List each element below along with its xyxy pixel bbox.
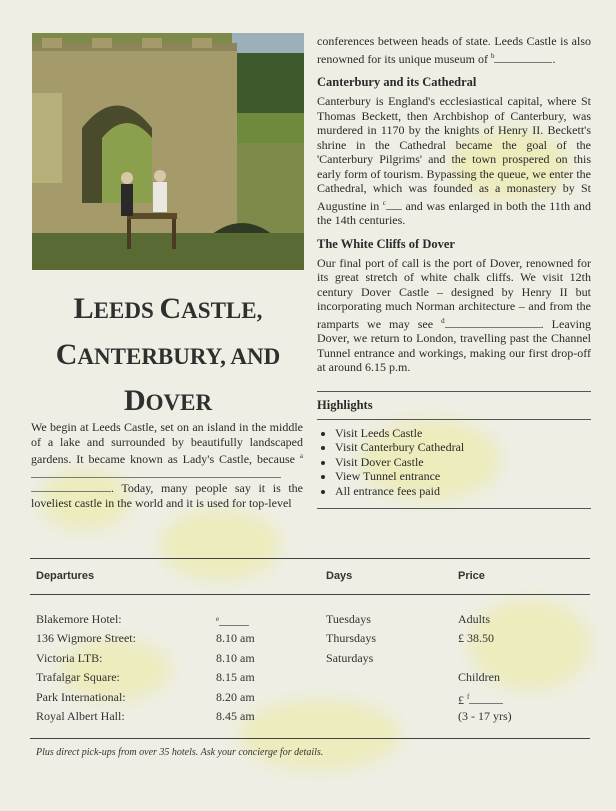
highlights-bottom-rule bbox=[317, 508, 591, 509]
departures-header: Departures bbox=[36, 570, 95, 582]
right-column bbox=[317, 34, 591, 509]
highlights-list bbox=[317, 426, 591, 499]
departure-time: 8.10 am bbox=[216, 651, 255, 665]
price-children-blank[interactable]: £ $^f$ bbox=[458, 690, 503, 707]
canterbury-paragraph: Canterbury is England's ecclesiastical capital, where St Thomas Beckett, then Archbishop of Canterbury, was murdered in 1170 by the knights of Henry II. Beckett's shrine in the Cathedral became the goal of the 'Canterbury Pilgrims' and the town prospered on this early form of tourism. Bypassing the queue, we enter the Cathedral, which was founded as a monastery by St Augustine in $^c$ and was enlarged in both the 11th and the 14th centuries. bbox=[317, 94, 592, 227]
footer-note: Plus direct pick-ups from over 35 hotels. Ask your concierge for details. bbox=[36, 747, 324, 758]
day-thursdays: Thursdays bbox=[326, 631, 376, 645]
gap-marker-c: c bbox=[382, 198, 386, 207]
price-header: Price bbox=[458, 570, 485, 582]
gap-c-blank[interactable] bbox=[386, 209, 402, 210]
canterbury-heading: Canterbury and its Cathedral bbox=[317, 75, 477, 89]
price-adults-label: Adults bbox=[458, 612, 491, 626]
table-bottom-rule bbox=[30, 738, 590, 739]
day-tuesdays: Tuesdays bbox=[326, 612, 371, 626]
departure-place: Park International: bbox=[36, 690, 126, 704]
highlights-divider bbox=[317, 419, 591, 420]
departure-place: Trafalgar Square: bbox=[36, 670, 120, 684]
departure-place: Royal Albert Hall: bbox=[36, 709, 125, 723]
leeds-castle-intro bbox=[31, 420, 303, 510]
dover-heading: The White Cliffs of Dover bbox=[317, 236, 455, 251]
dover-paragraph: Our final port of call is the port of Dover, renowned for its great stretch of white chalk cliffs. We visit 12th century Dover Castle – designed by Henry II but incorporating much Norman architecture – and from the ramparts we may see $^d$ . Leaving Dover, we return to London, travelling past the Channel Tunnel entrance and workings, making our first drop-off at around 6.15 p.m. bbox=[317, 255, 591, 374]
days-header: Days bbox=[326, 570, 353, 582]
gap-d-blank[interactable] bbox=[445, 327, 541, 328]
paper-stain bbox=[160, 510, 280, 580]
departure-time-blank[interactable]: e bbox=[216, 612, 249, 629]
table-header-rule bbox=[30, 594, 590, 595]
departure-time: 8.20 am bbox=[216, 690, 255, 704]
departure-time: 8.15 am bbox=[216, 670, 255, 684]
gap-b-blank[interactable] bbox=[494, 62, 552, 63]
castle-photo-illustration bbox=[32, 33, 304, 270]
leeds-paragraph: We begin at Leeds Castle, set on an island in the middle of a lake and surrounded by beautifully landscaped gardens. It became known as Lady's Castle, because $^a$ . Today, many people say it is the loveliest castle in the world and it is used for top-level bbox=[31, 420, 304, 510]
gap-a-blank[interactable] bbox=[31, 491, 111, 492]
paper-stain bbox=[240, 700, 400, 770]
price-children-label: Children bbox=[458, 670, 500, 684]
departure-place: Victoria LTB: bbox=[36, 651, 103, 665]
departure-time: 8.45 am bbox=[216, 709, 255, 723]
price-adults-value: £ 38.50 bbox=[458, 631, 494, 645]
leeds-paragraph-continued: conferences between heads of state. Leeds Castle is also renowned for its unique museum of $^b$ . bbox=[317, 34, 591, 66]
departure-place: Blakemore Hotel: bbox=[36, 612, 122, 626]
highlight-item: • Visit Canterbury Cathedral bbox=[335, 440, 591, 455]
gap-marker-b: b bbox=[490, 51, 495, 60]
table-top-rule bbox=[30, 558, 590, 559]
highlight-item: • Visit Dover Castle bbox=[335, 455, 591, 470]
day-saturdays: Saturdays bbox=[326, 651, 374, 665]
highlight-item: • View Tunnel entrance bbox=[335, 469, 591, 484]
price-children-ages: (3 - 17 yrs) bbox=[458, 709, 512, 723]
gap-marker-a: a bbox=[299, 452, 304, 460]
highlights-heading: Highlights bbox=[317, 397, 373, 412]
castle-gatehouse-photo bbox=[32, 33, 304, 270]
highlight-item: • Visit Leeds Castle bbox=[335, 426, 591, 441]
departure-place: 136 Wigmore Street: bbox=[36, 631, 136, 645]
page-title: LEEDS CASTLE, CANTERBURY, AND DOVER bbox=[55, 292, 281, 417]
highlight-item: • All entrance fees paid bbox=[335, 484, 591, 499]
gap-marker-d: d bbox=[441, 316, 445, 325]
departure-time: 8.10 am bbox=[216, 631, 255, 645]
